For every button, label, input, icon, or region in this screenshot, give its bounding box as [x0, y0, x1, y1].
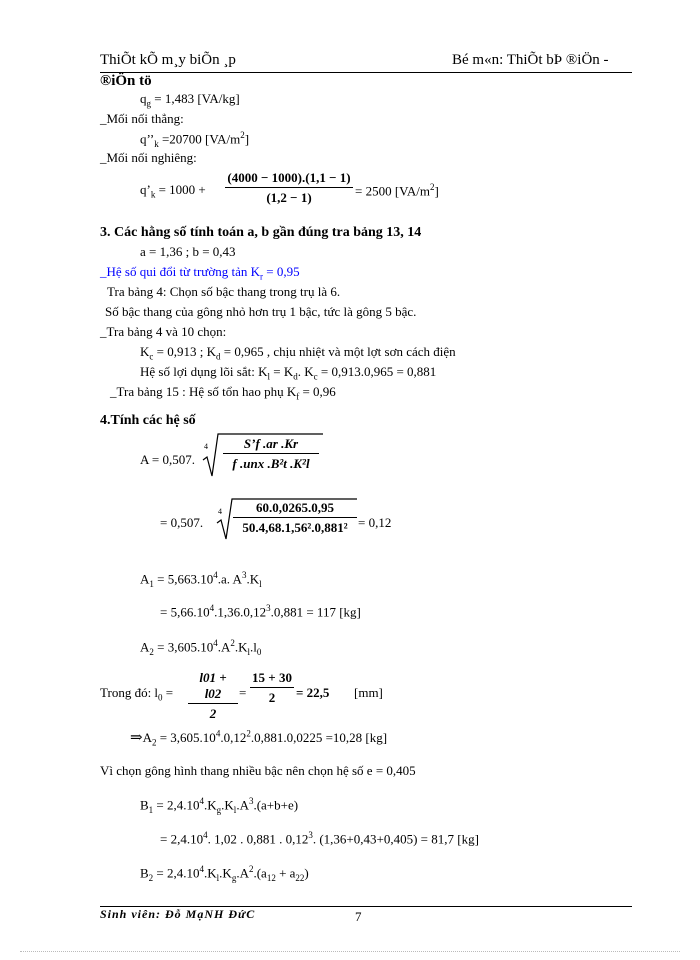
A1-formula: $A_1 = 5,663.10^4.a$. $A^3.K_l$ — [140, 570, 262, 589]
qk1-rhs: = 2500 $[VA/m^2]$ — [355, 182, 439, 199]
A-lhs: A = 0,507. — [140, 452, 196, 467]
qk1-numerator: (4000 − 1000).(1,1 − 1) — [227, 170, 351, 185]
l0-fraction-numeric: $\frac{15 + 30}{2}$ — [250, 670, 294, 706]
B2-formula: $B_2 = 2,4.10^4.K_l.K_g.A^2.(a_{12} + a_{22})$ — [140, 864, 309, 883]
implies-arrow-icon: ⇒ — [130, 730, 143, 746]
kc-kd-line: $K_c = 0,913$ ; $K_d = 0,965$ , chịu nhiệt và một lợt sơn cách điện — [140, 344, 456, 362]
A1-calc: = $5,66.10^4.1,36.0,12^3.0,881 = 117$ [kg] — [160, 603, 361, 620]
header-left-title: ThiÕt kÕ m¸y biÕn ¸p — [100, 52, 236, 68]
l0-result: = 22,5 — [296, 685, 330, 700]
A2-fraction: $\frac{60.0,0265.0,95}{\text{50.4,68.1,56².0,881²}}$ — [233, 500, 357, 536]
l0-fraction-symbolic: $\frac{l01 + l02}{2}$ — [188, 670, 238, 722]
vi-chon-gong: Vì chọn gông hình thang nhiều bậc nên chọn hệ số e = 0,405 — [100, 763, 416, 778]
so-bac-thang: Số bậc thang của gông nhỏ hơn trụ 1 bậc, tức là gông 5 bậc. — [105, 304, 417, 319]
footer-signature: Sinh viên: Đỗ MạNH ĐứC — [100, 907, 256, 921]
A2-result: $\Rightarrow A_2 = 3,605.10^4.0,12^2.0,881.0,0225 =10,28$ [kg] — [130, 728, 388, 748]
B1-formula: $B_1 = 2,4.10^4.K_g.K_l.A^3.(a+b+e)$ — [140, 796, 299, 815]
section3-heading: 3. Các hằng số tính toán a, b gần đúng tra bảng 13, 14 — [100, 225, 422, 240]
qk1-fraction — [225, 170, 353, 206]
A2-radical: 4 $\frac{60.0,0265.0,95}{\text{50.4,68.1,56².0,881²}}$ — [217, 497, 357, 541]
header-continuation: ®iÖn tö — [100, 73, 152, 89]
tra-bang-4: Tra bảng 4: Chọn số bậc thang trong trụ là 6. — [107, 284, 341, 299]
qk1-lhs: $q’_k = 1000$ + — [140, 182, 206, 200]
ab-values: a = 1,36 ; b = 0,43 — [140, 244, 236, 259]
tra-bang-4-10: _Tra bảng 4 và 10 chọn: — [100, 324, 227, 339]
he-so-qui-doi: _Hệ số qui đổi từ trường tản $K_r = 0,95$ — [100, 264, 300, 282]
A2-lhs: = 0,507. — [160, 515, 204, 530]
page-number: 7 — [355, 909, 362, 924]
header-right-title: Bé m«n: ThiÕt bÞ ®iÖn - — [452, 52, 609, 68]
tra-bang-15: _Tra bảng 15 : Hệ số tổn hao phụ $K_f = 0,96$ — [110, 384, 336, 402]
B1-calc: = $2,4.10^4$. 1,02 . 0,881 . 0,12$^3$. (1,36+0,43+0,405) = 81,7 [kg] — [160, 830, 479, 847]
moi-noi-thang: _Mối nối thẳng: — [100, 111, 184, 126]
A2-formula: $A_2 = 3,605.10^4.A^2.K_l.l_0$ — [140, 638, 262, 657]
A-radical: 4 S’f .ar .Kr f .unx .B²t .K²l — [203, 432, 323, 478]
l0-eq: = — [239, 685, 247, 700]
header-rule — [100, 72, 632, 73]
l0-unit: [mm] — [354, 685, 383, 700]
qk2-line: $q’’_k =20700$ $[VA/m^2]$ — [140, 130, 250, 149]
he-so-loi-dung: Hệ số lợi dụng lõi sắt: $K_l = K_d$. $K_c = 0,913.0,965 = 0,881$ — [140, 364, 437, 382]
qk1-denominator: (1,2 − 1) — [225, 187, 353, 206]
section4-heading: 4.Tính các hệ số — [100, 413, 196, 428]
A2-rhs: = 0,12 — [358, 515, 392, 530]
moi-noi-nghieng: _Mối nối nghiêng: — [100, 150, 197, 165]
A-fraction: S’f .ar .Kr f .unx .B²t .K²l — [223, 436, 319, 472]
trong-do-lhs: Trong đó: $l_0$ = — [100, 685, 174, 703]
qg-line: $q_g = 1,483$ [VA/kg] — [140, 91, 240, 109]
page-bottom-edge — [20, 951, 680, 952]
